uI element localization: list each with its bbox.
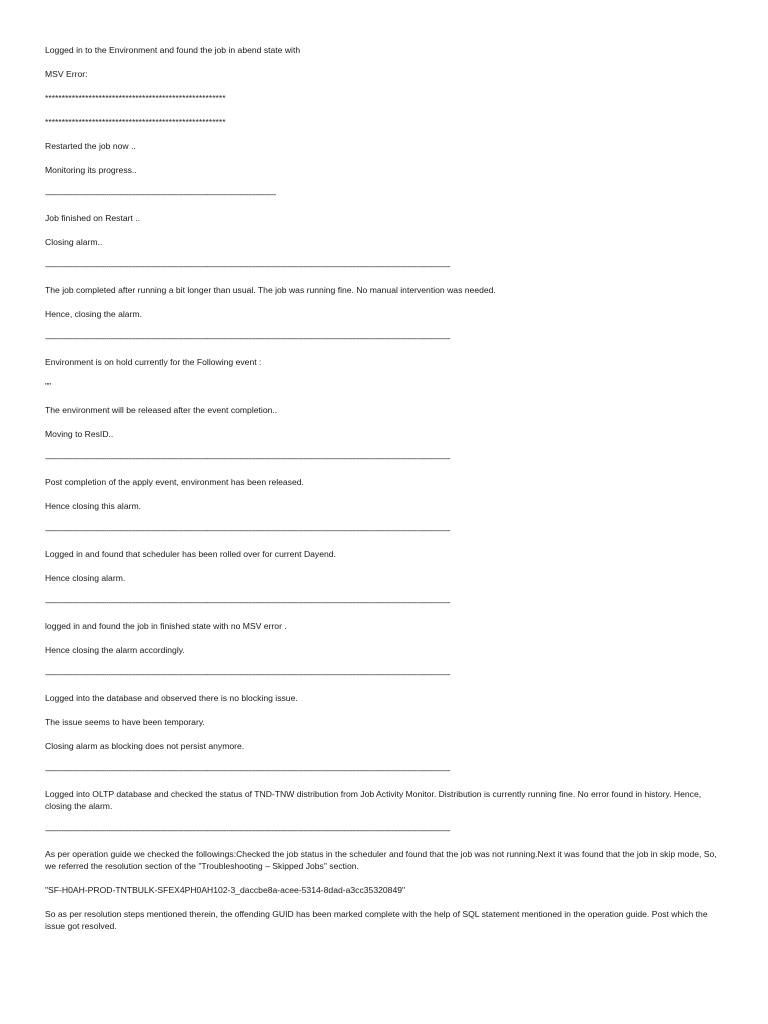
log-line: As per operation guide we checked the followings:Checked the job status in the scheduler and found that the job was not running.Next it was found that the job in skip mode, So, we referred the resolution section of the "Troubleshooting – Skipped Jobs" section. (45, 849, 720, 871)
log-line: The job completed after running a bit longer than usual. The job was running fine. No manual intervention was needed. (45, 285, 496, 295)
log-line: Logged into the database and observed there is no blocking issue. (45, 693, 298, 703)
log-line: Hence, closing the alarm. (45, 309, 142, 319)
log-line: Restarted the job now .. (45, 141, 136, 151)
separator-line: ----------------------------------------------------------------------------------------------------------------------------------------------------------------------------------- (45, 525, 450, 535)
separator-line: ----------------------------------------------------------------------------------------------------------------------------------------------------------------------------------- (45, 765, 450, 775)
asterisk-line: ****************************************************** (45, 117, 226, 127)
log-line: The issue seems to have been temporary. (45, 717, 205, 727)
log-line: Job finished on Restart .. (45, 213, 141, 223)
separator-line: ----------------------------------------------------------------------------------------------------------------------------------------------------------------------------------- (45, 333, 450, 343)
log-line: logged in and found the job in finished state with no MSV error . (45, 621, 287, 631)
log-line: Monitoring its progress.. (45, 165, 137, 175)
log-line: Logged into OLTP database and checked the status of TND-TNW distribution from Job Activity Monitor. Distribution is currently running fine. No error found in history. Hence, closing the alarm. (45, 789, 704, 811)
log-line: Hence closing alarm. (45, 573, 126, 583)
separator-line: ----------------------------------------------------------------------------------------------------------------------------------------------------------------------------------- (45, 669, 450, 679)
separator-line: ----------------------------------------------------------------------------------------------------------------------------------------------------------------------------------- (45, 597, 450, 607)
log-line: Post completion of the apply event, environment has been released. (45, 477, 304, 487)
log-line: Environment is on hold currently for the Following event : (45, 357, 262, 367)
log-line: The environment will be released after the event completion.. (45, 405, 278, 415)
separator-line: ------------------------------------------------------------------------------------------------------ (45, 189, 276, 199)
log-line: "" (45, 381, 52, 391)
log-line: Logged in and found that scheduler has been rolled over for current Dayend. (45, 549, 336, 559)
log-line: MSV Error: (45, 69, 88, 79)
separator-line: ----------------------------------------------------------------------------------------------------------------------------------------------------------------------------------- (45, 825, 450, 835)
log-line: Closing alarm.. (45, 237, 103, 247)
guid-line: "SF-H0AH-PROD-TNTBULK-SFEX4PH0AH102-3_daccbe8a-acee-5314-8dad-a3cc35320849" (45, 885, 406, 895)
log-line: So as per resolution steps mentioned therein, the offending GUID has been marked complete with the help of SQL statement mentioned in the operation guide. Post which the issue got resolved. (45, 909, 710, 931)
asterisk-line: ****************************************************** (45, 93, 226, 103)
log-line: Hence closing the alarm accordingly. (45, 645, 185, 655)
log-line: Moving to ResID.. (45, 429, 114, 439)
log-line: Closing alarm as blocking does not persist anymore. (45, 741, 245, 751)
separator-line: ----------------------------------------------------------------------------------------------------------------------------------------------------------------------------------- (45, 261, 450, 271)
separator-line: ----------------------------------------------------------------------------------------------------------------------------------------------------------------------------------- (45, 453, 450, 463)
document-page (45, 44, 725, 944)
log-line: Hence closing this alarm. (45, 501, 142, 511)
log-line: Logged in to the Environment and found the job in abend state with (45, 45, 301, 55)
